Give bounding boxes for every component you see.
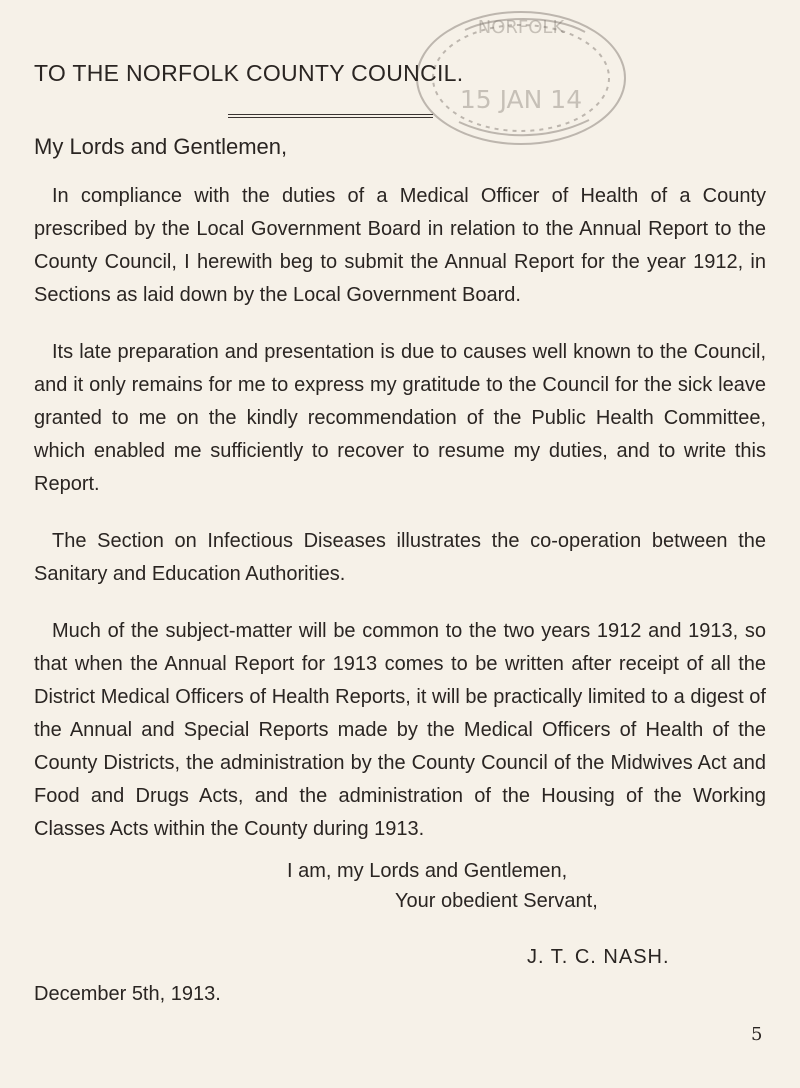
addressee-heading: TO THE NORFOLK COUNTY COUNCIL.	[34, 60, 464, 86]
letter-date: December 5th, 1913.	[34, 983, 221, 1005]
paragraph-compliance: In compliance with the duties of a Medical Officer of Health of a County prescribed by the Local Government Board in relation to the Annual Report to the County Council, I herewith beg to submit the Annual Report for the year 1912, in Sections as laid down by the Local Government Board.	[34, 185, 766, 306]
paragraph-subject-matter: Much of the subject-matter will be common to the two years 1912 and 1913, so that when the Annual Report for 1913 comes to be written after receipt of all the District Medical Officers of Health Reports, it will be practically limited to a digest of the Annual and Special Reports made by the Medical Officers of Health of the County Districts, the administration by the County Council of the Midwives Act and Food and Drugs Acts, and the administration of the Housing of the Working Classes Acts within the County during 1913.	[34, 620, 766, 840]
report-body	[34, 180, 766, 870]
paragraph-infectious-diseases: The Section on Infectious Diseases illustrates the co-operation between the Sanitary and Education Authorities.	[34, 530, 766, 585]
stamp-date-text: 15 JAN 14	[459, 85, 583, 114]
stamp-top-text: NORFOLK	[477, 17, 565, 38]
paragraph-preparation: Its late preparation and presentation is due to causes well known to the Council, and it only remains for me to express my gratitude to the Council for the sick leave granted to me on the kindly recommendation of the Public Health Committee, which enabled me sufficiently to recover to resume my duties, and to write this Report.	[34, 341, 766, 495]
servant-line: Your obedient Servant,	[395, 890, 598, 912]
page-number: 5	[751, 1024, 763, 1045]
closing-line: I am, my Lords and Gentlemen,	[287, 860, 568, 882]
signature: J. T. C. NASH.	[527, 946, 670, 968]
salutation: My Lords and Gentlemen,	[34, 134, 288, 159]
heading-double-rule	[228, 114, 433, 118]
